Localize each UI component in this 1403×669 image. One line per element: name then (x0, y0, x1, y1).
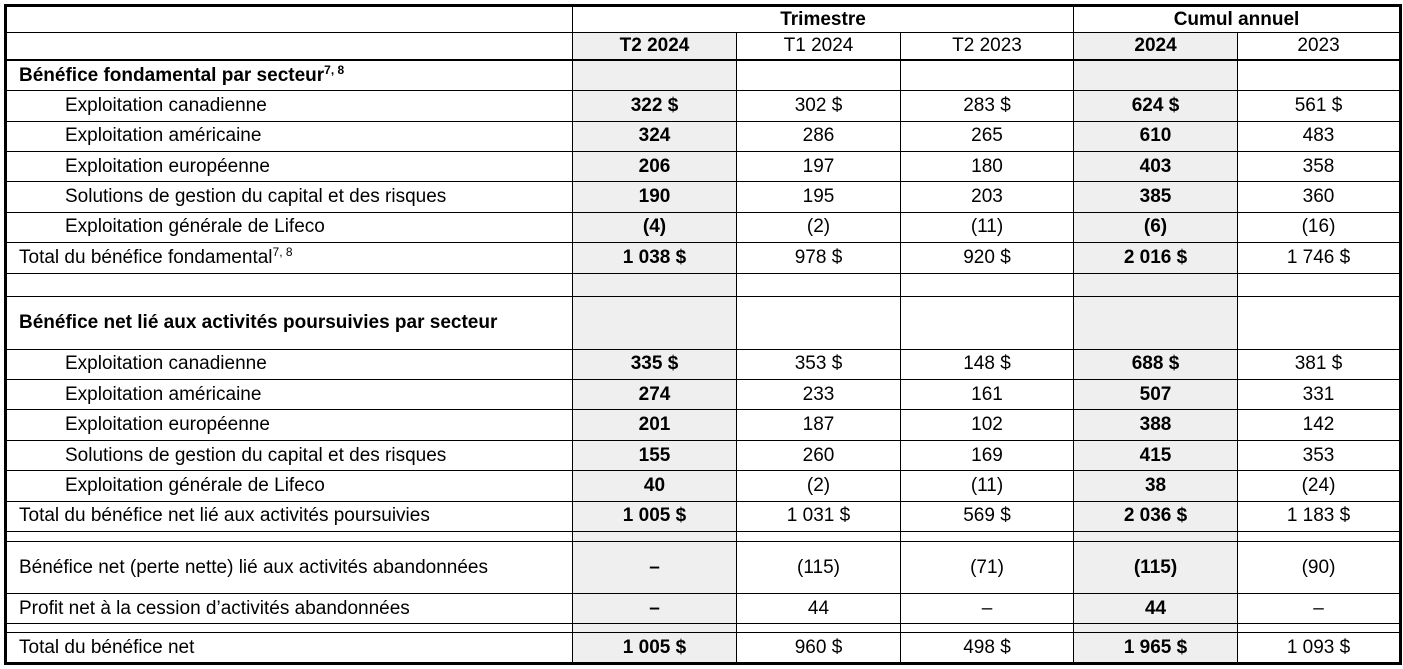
value-cell: 197 (737, 151, 901, 181)
value-cell: 142 (1238, 410, 1401, 440)
value-cell: 569 $ (901, 501, 1074, 531)
value-cell: 331 (1238, 380, 1401, 410)
value-cell: 265 (901, 121, 1074, 151)
section-title-row (6, 60, 1401, 90)
total-row (6, 501, 1401, 531)
value-cell: 180 (901, 151, 1074, 181)
value-cell: (24) (1238, 471, 1401, 501)
value-cell: 360 (1238, 182, 1401, 212)
row-label-text: Bénéfice fondamental par secteur (19, 64, 325, 86)
empty-cell (1074, 60, 1238, 90)
value-cell: 385 (1074, 182, 1238, 212)
value-cell: 283 $ (901, 91, 1074, 121)
value-cell: (90) (1238, 542, 1401, 594)
column-header: T2 2023 (901, 33, 1074, 60)
column-header: T2 2024 (573, 33, 737, 60)
empty-cell (573, 60, 737, 90)
value-cell: – (1238, 593, 1401, 623)
value-cell: (11) (901, 212, 1074, 242)
total-row (6, 243, 1401, 273)
empty-cell (901, 532, 1074, 542)
empty-cell (737, 296, 901, 349)
value-cell: 201 (573, 410, 737, 440)
header-blank (6, 6, 573, 33)
column-header: T1 2024 (737, 33, 901, 60)
value-cell: 274 (573, 380, 737, 410)
row-label: Exploitation générale de Lifeco (6, 471, 573, 501)
value-cell: 1 746 $ (1238, 243, 1401, 273)
value-cell: – (573, 542, 737, 594)
value-cell: 286 (737, 121, 901, 151)
value-cell: 498 $ (901, 633, 1074, 664)
table-row (6, 380, 1401, 410)
value-cell: 148 $ (901, 349, 1074, 379)
table-row (6, 440, 1401, 470)
empty-cell (1238, 60, 1401, 90)
value-cell: 102 (901, 410, 1074, 440)
empty-cell (737, 273, 901, 296)
row-label: Total du bénéfice net (6, 633, 573, 664)
value-cell: 38 (1074, 471, 1238, 501)
value-cell: 483 (1238, 121, 1401, 151)
empty-cell (1074, 624, 1238, 633)
row-label: Solutions de gestion du capital et des risques (6, 182, 573, 212)
value-cell: 203 (901, 182, 1074, 212)
row-label: Exploitation américaine (6, 121, 573, 151)
grand-total-row (6, 633, 1401, 664)
value-cell: 415 (1074, 440, 1238, 470)
empty-cell (901, 624, 1074, 633)
value-cell: 322 $ (573, 91, 737, 121)
empty-cell (901, 296, 1074, 349)
empty-cell (1238, 273, 1401, 296)
value-cell: 169 (901, 440, 1074, 470)
value-cell: 388 (1074, 410, 1238, 440)
empty-cell (737, 60, 901, 90)
header-group-row (6, 6, 1401, 33)
empty-cell (901, 60, 1074, 90)
empty-cell (1238, 624, 1401, 633)
value-cell: 1 031 $ (737, 501, 901, 531)
header-blank (6, 33, 573, 60)
empty-cell (573, 296, 737, 349)
value-cell: (2) (737, 471, 901, 501)
value-cell: 44 (737, 593, 901, 623)
row-label: Exploitation européenne (6, 151, 573, 181)
empty-cell (737, 532, 901, 542)
empty-cell (573, 273, 737, 296)
row-label: Exploitation générale de Lifeco (6, 212, 573, 242)
value-cell: 2 016 $ (1074, 243, 1238, 273)
value-cell: 335 $ (573, 349, 737, 379)
section-title (6, 60, 573, 90)
value-cell: (6) (1074, 212, 1238, 242)
empty-cell (573, 624, 737, 633)
row-label: Exploitation canadienne (6, 91, 573, 121)
row-label: Solutions de gestion du capital et des risques (6, 440, 573, 470)
header-trimestre: Trimestre (573, 6, 1074, 33)
value-cell: 507 (1074, 380, 1238, 410)
value-cell: 187 (737, 410, 901, 440)
row-label: Profit net à la cession d’activités abandonnées (6, 593, 573, 623)
value-cell: 1 965 $ (1074, 633, 1238, 664)
value-cell: (4) (573, 212, 737, 242)
value-cell: 624 $ (1074, 91, 1238, 121)
row-label-text: Total du bénéfice fondamental (19, 246, 273, 268)
spacer-row (6, 532, 1401, 542)
spacer-row (6, 624, 1401, 633)
value-cell: 1 038 $ (573, 243, 737, 273)
section-title: Bénéfice net lié aux activités poursuivies par secteur (6, 296, 573, 349)
empty-cell (1238, 532, 1401, 542)
empty-cell (901, 273, 1074, 296)
empty-cell (1074, 532, 1238, 542)
spacer-cell (6, 532, 573, 542)
value-cell: 358 (1238, 151, 1401, 181)
value-cell: (115) (1074, 542, 1238, 594)
value-cell: 155 (573, 440, 737, 470)
value-cell: 688 $ (1074, 349, 1238, 379)
header-cumul-annuel: Cumul annuel (1074, 6, 1401, 33)
value-cell: (16) (1238, 212, 1401, 242)
column-header: 2023 (1238, 33, 1401, 60)
value-cell: 381 $ (1238, 349, 1401, 379)
row-label: Exploitation américaine (6, 380, 573, 410)
value-cell: 353 (1238, 440, 1401, 470)
table-row (6, 212, 1401, 242)
row-label: Exploitation canadienne (6, 349, 573, 379)
value-cell: 195 (737, 182, 901, 212)
footnote-ref: 7, 8 (324, 62, 345, 77)
table-row (6, 182, 1401, 212)
table-row (6, 410, 1401, 440)
value-cell: 190 (573, 182, 737, 212)
value-cell: 260 (737, 440, 901, 470)
value-cell: 610 (1074, 121, 1238, 151)
value-cell: 920 $ (901, 243, 1074, 273)
value-cell: 960 $ (737, 633, 901, 664)
value-cell: (2) (737, 212, 901, 242)
footnote-ref: 7, 8 (272, 244, 293, 259)
value-cell: 561 $ (1238, 91, 1401, 121)
empty-cell (1238, 296, 1401, 349)
table-row (6, 91, 1401, 121)
value-cell: (71) (901, 542, 1074, 594)
value-cell: – (573, 593, 737, 623)
table-row (6, 471, 1401, 501)
empty-cell (1074, 296, 1238, 349)
spacer-row (6, 273, 1401, 296)
value-cell: 2 036 $ (1074, 501, 1238, 531)
table-row (6, 542, 1401, 594)
value-cell: 161 (901, 380, 1074, 410)
value-cell: 1 005 $ (573, 501, 737, 531)
row-label (6, 243, 573, 273)
header-period-row (6, 33, 1401, 60)
value-cell: 403 (1074, 151, 1238, 181)
row-label: Total du bénéfice net lié aux activités poursuivies (6, 501, 573, 531)
row-label: Bénéfice net (perte nette) lié aux activités abandonnées (6, 542, 573, 594)
table-row (6, 151, 1401, 181)
value-cell: 40 (573, 471, 737, 501)
value-cell: – (901, 593, 1074, 623)
value-cell: 1 093 $ (1238, 633, 1401, 664)
value-cell: 302 $ (737, 91, 901, 121)
empty-cell (1074, 273, 1238, 296)
earnings-table (4, 4, 1402, 665)
value-cell: 324 (573, 121, 737, 151)
spacer-cell (6, 624, 573, 633)
value-cell: 44 (1074, 593, 1238, 623)
column-header: 2024 (1074, 33, 1238, 60)
section-title-row (6, 296, 1401, 349)
row-label: Exploitation européenne (6, 410, 573, 440)
table-row (6, 121, 1401, 151)
value-cell: 1 005 $ (573, 633, 737, 664)
empty-cell (573, 532, 737, 542)
table-row (6, 593, 1401, 623)
value-cell: (11) (901, 471, 1074, 501)
value-cell: 978 $ (737, 243, 901, 273)
spacer-cell (6, 273, 573, 296)
value-cell: 206 (573, 151, 737, 181)
value-cell: (115) (737, 542, 901, 594)
value-cell: 353 $ (737, 349, 901, 379)
table-row (6, 349, 1401, 379)
value-cell: 1 183 $ (1238, 501, 1401, 531)
value-cell: 233 (737, 380, 901, 410)
empty-cell (737, 624, 901, 633)
